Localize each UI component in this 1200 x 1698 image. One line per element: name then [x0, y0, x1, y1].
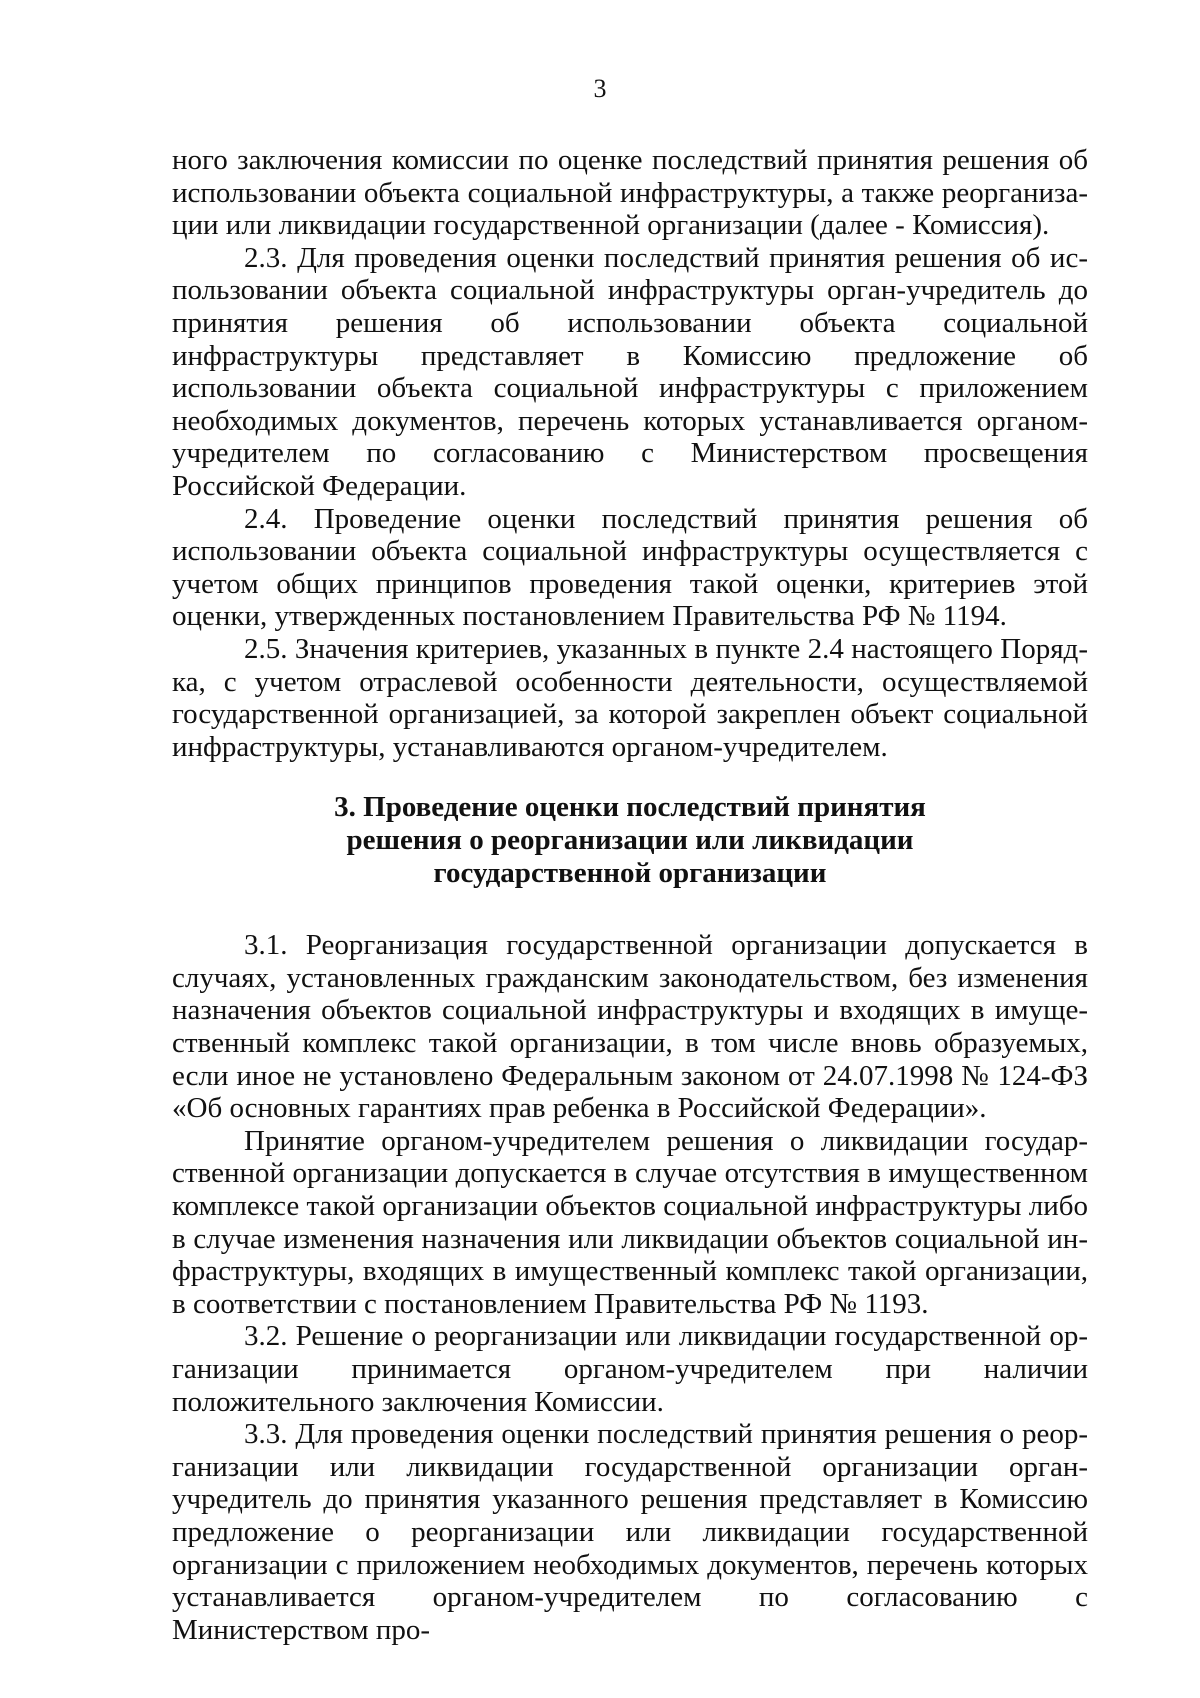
- document-body: [172, 144, 1088, 1646]
- section-heading-line: решения о реорганизации или ликвидации: [346, 824, 914, 857]
- paragraph-2-5: 2.5. Значения критериев, указанных в пункте 2.4 настоящего Порядка, с учетом отраслевой особенности деятельности, осуществляемой государственной организацией, за которой закреплен объект социальной инфраструктуры, устанавливаются органом-учредителем.: [172, 632, 1088, 763]
- paragraph-3-2: 3.2. Решение о реорганизации или ликвидации государственной организации принимается органом-учредителем при наличии положительного заключения Комиссии.: [172, 1320, 1088, 1418]
- paragraph-liquidation: Принятие органом-учредителем решения о ликвидации государственной организации допускается в случае отсутствия в имущественном комплексе такой организации объектов социальной инфраструктуры либо в случае изменения назначения или ликвидации объектов социальной инфраструктуры, входящих в имущественный комплекс такой организации, в соответствии с постановлением Правительства РФ № 1193.: [172, 1124, 1088, 1320]
- paragraph-continuation: ного заключения комиссии по оценке последствий принятия решения об использовании объекта социальной инфраструктуры, а также реорганизации или ликвидации государственной организации (далее - Комиссия).: [172, 144, 1088, 242]
- paragraph-2-4: 2.4. Проведение оценки последствий принятия решения об использовании объекта социальной инфраструктуры осуществляется с учетом общих принципов проведения такой оценки, критериев этой оценки, утвержденных постановлением Правительства РФ № 1194.: [172, 502, 1088, 633]
- page-number: 3: [593, 74, 607, 103]
- section-heading-line: 3. Проведение оценки последствий принятия: [334, 791, 926, 824]
- section-heading: [172, 791, 1088, 890]
- paragraph-3-1: 3.1. Реорганизация государственной организации допускается в случаях, установленных гражданским законодательством, без изменения назначения объектов социальной инфраструктуры и входящих в имущественный комплекс такой организации, в том числе вновь образуемых, если иное не установлено Федеральным законом от 24.07.1998 № 124-ФЗ «Об основных гарантиях прав ребенка в Российской Федерации».: [172, 929, 1088, 1125]
- paragraph-2-3: 2.3. Для проведения оценки последствий принятия решения об использовании объекта социальной инфраструктуры орган-учредитель до принятия решения об использовании объекта социальной инфраструктуры представляет в Комиссию предложение об использовании объекта социальной инфраструктуры с приложением необходимых документов, перечень которых устанавливается органом-учредителем по согласованию с Министерством просвещения Российской Федерации.: [172, 241, 1088, 502]
- section-heading-line: государственной организации: [433, 857, 827, 890]
- paragraph-3-3: 3.3. Для проведения оценки последствий принятия решения о реорганизации или ликвидации государственной организации орган-учредитель до принятия указанного решения представляет в Комиссию предложение о реорганизации или ликвидации государственной организации с приложением необходимых документов, перечень которых устанавливается органом-учредителем по согласованию с Министерством про-: [172, 1418, 1088, 1646]
